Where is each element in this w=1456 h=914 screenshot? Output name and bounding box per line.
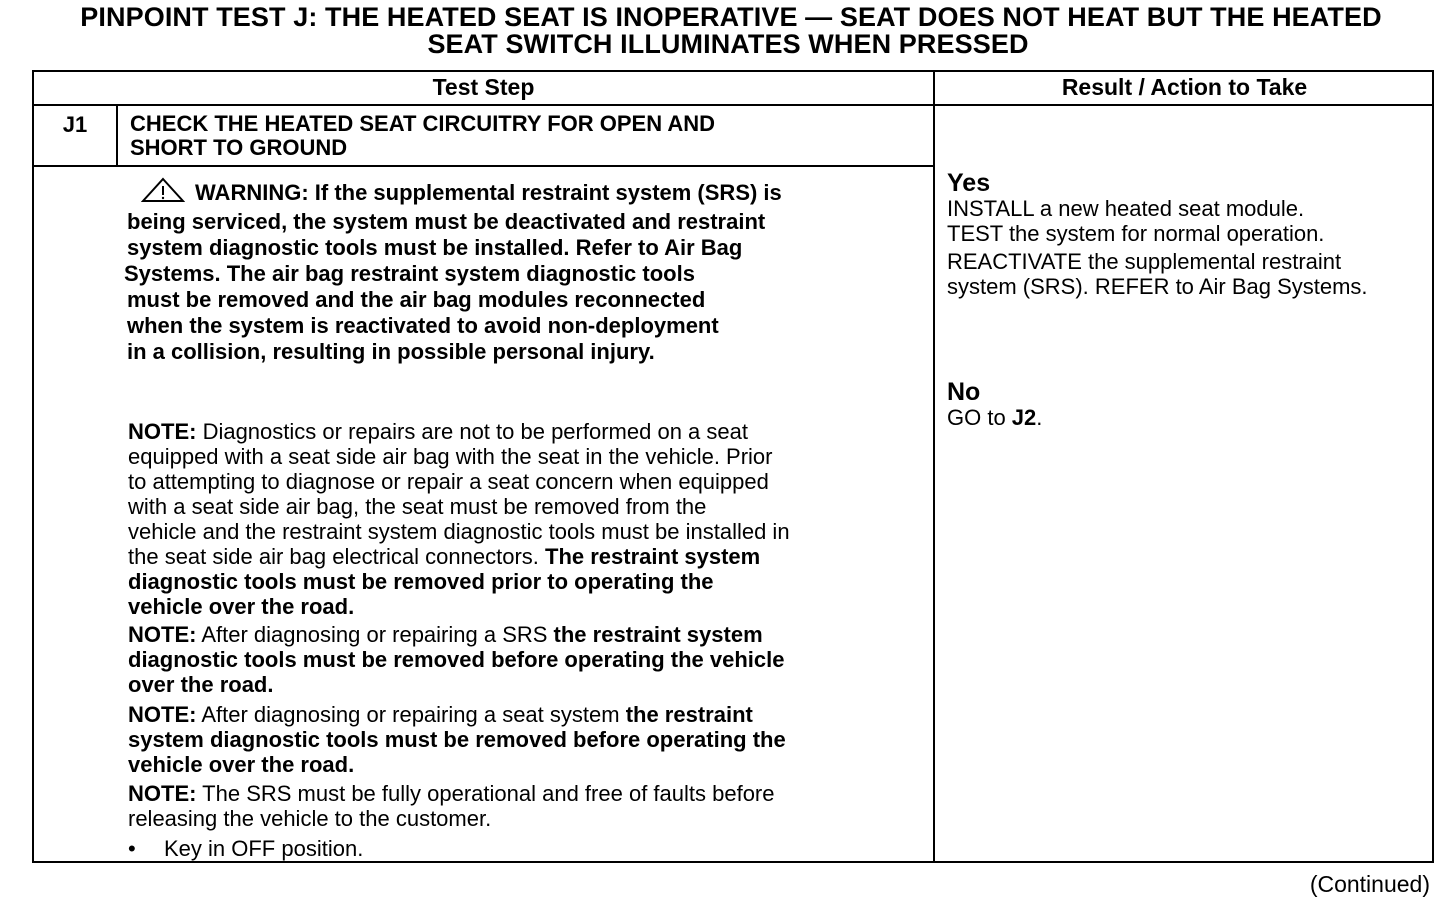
- note-1-line-5: vehicle and the restraint system diagnostic tools must be installed in: [128, 519, 790, 544]
- bullet-text: Key in OFF position.: [164, 836, 364, 861]
- warning-line-3: system diagnostic tools must be installed. Refer to Air Bag: [127, 235, 743, 260]
- bullet-mark: •: [128, 836, 136, 861]
- header-row-divider: [32, 104, 1434, 106]
- step-id-divider: [116, 104, 118, 166]
- warning-line-2: being serviced, the system must be deactivated and restraint: [127, 209, 766, 234]
- note-1-line-8: vehicle over the road.: [128, 594, 355, 619]
- header-result-action: Result / Action to Take: [1061, 74, 1308, 100]
- note-1-line-7: diagnostic tools must be removed prior to operating the: [128, 569, 714, 594]
- result-yes-label: Yes: [947, 169, 991, 197]
- title-line-2: SEAT SWITCH ILLUMINATES WHEN PRESSED: [427, 29, 1029, 59]
- result-yes-line-1: INSTALL a new heated seat module.: [947, 196, 1305, 221]
- note-1-line-6a: the seat side air bag electrical connectors.: [128, 544, 546, 569]
- result-yes-line-2: TEST the system for normal operation.: [947, 221, 1325, 246]
- note-1-line-2: equipped with a seat side air bag with the seat in the vehicle. Prior: [128, 444, 773, 469]
- result-no-line: [947, 405, 1447, 430]
- column-divider: [933, 70, 935, 863]
- note-4-line-2: releasing the vehicle to the customer.: [128, 806, 492, 831]
- warning-line-5: must be removed and the air bag modules reconnected: [127, 287, 706, 312]
- note-1-label: NOTE:: [128, 419, 197, 444]
- title-line-1: PINPOINT TEST J: THE HEATED SEAT IS INOPERATIVE — SEAT DOES NOT HEAT BUT THE HEATED: [80, 2, 1382, 32]
- note-1-line-4: with a seat side air bag, the seat must be removed from the: [128, 494, 707, 519]
- note-4-label: NOTE:: [128, 781, 197, 806]
- note-1: [128, 419, 908, 619]
- note-3-line-1a: After diagnosing or repairing a seat system: [196, 702, 626, 727]
- note-2-label: NOTE:: [128, 622, 197, 647]
- note-1-line-6b: The restraint system: [545, 544, 761, 569]
- note-2: [128, 622, 908, 697]
- warning-triangle-icon: [141, 177, 185, 209]
- warning-line-6: when the system is reactivated to avoid non-deployment: [127, 313, 719, 338]
- result-no-target: J2: [1011, 405, 1037, 430]
- step-title-line-1: CHECK THE HEATED SEAT CIRCUITRY FOR OPEN AND: [130, 111, 716, 136]
- bullet-item: [128, 836, 363, 861]
- step-row-divider: [32, 165, 934, 167]
- note-3-label: NOTE:: [128, 702, 197, 727]
- page-title: [0, 4, 1456, 58]
- header-test-step: Test Step: [432, 74, 535, 100]
- result-yes-line-4: system (SRS). REFER to Air Bag Systems.: [947, 274, 1368, 299]
- result-yes-line-3: REACTIVATE the supplemental restraint: [947, 249, 1342, 274]
- note-3: [128, 702, 908, 777]
- note-3-line-2: system diagnostic tools must be removed before operating the: [128, 727, 786, 752]
- note-4-line-1: The SRS must be fully operational and free of faults before: [196, 781, 775, 806]
- warning-line-1: WARNING: If the supplemental restraint system (SRS) is: [195, 180, 782, 205]
- note-2-line-3: over the road.: [128, 672, 274, 697]
- note-1-line-1: Diagnostics or repairs are not to be performed on a seat: [196, 419, 748, 444]
- warning-line-7: in a collision, resulting in possible personal injury.: [127, 339, 655, 364]
- warning-line-4: Systems. The air bag restraint system diagnostic tools: [124, 261, 695, 286]
- result-no-end: .: [1036, 405, 1043, 430]
- note-1-line-3: to attempting to diagnose or repair a seat concern when equipped: [128, 469, 769, 494]
- result-no-label: No: [947, 378, 981, 406]
- step-title-line-2: SHORT TO GROUND: [130, 135, 348, 160]
- note-2-line-1b: the restraint system: [553, 622, 763, 647]
- result-no-text: GO to: [947, 405, 1012, 430]
- note-3-line-3: vehicle over the road.: [128, 752, 355, 777]
- continued-label: (Continued): [1309, 871, 1430, 897]
- note-2-line-1a: After diagnosing or repairing a SRS: [196, 622, 554, 647]
- step-title: [130, 112, 910, 160]
- note-3-line-1b: the restraint: [625, 702, 753, 727]
- warning-block: [124, 177, 907, 365]
- note-2-line-2: diagnostic tools must be removed before operating the vehicle: [128, 647, 785, 672]
- note-4: [128, 781, 908, 831]
- step-id: J1: [62, 112, 88, 137]
